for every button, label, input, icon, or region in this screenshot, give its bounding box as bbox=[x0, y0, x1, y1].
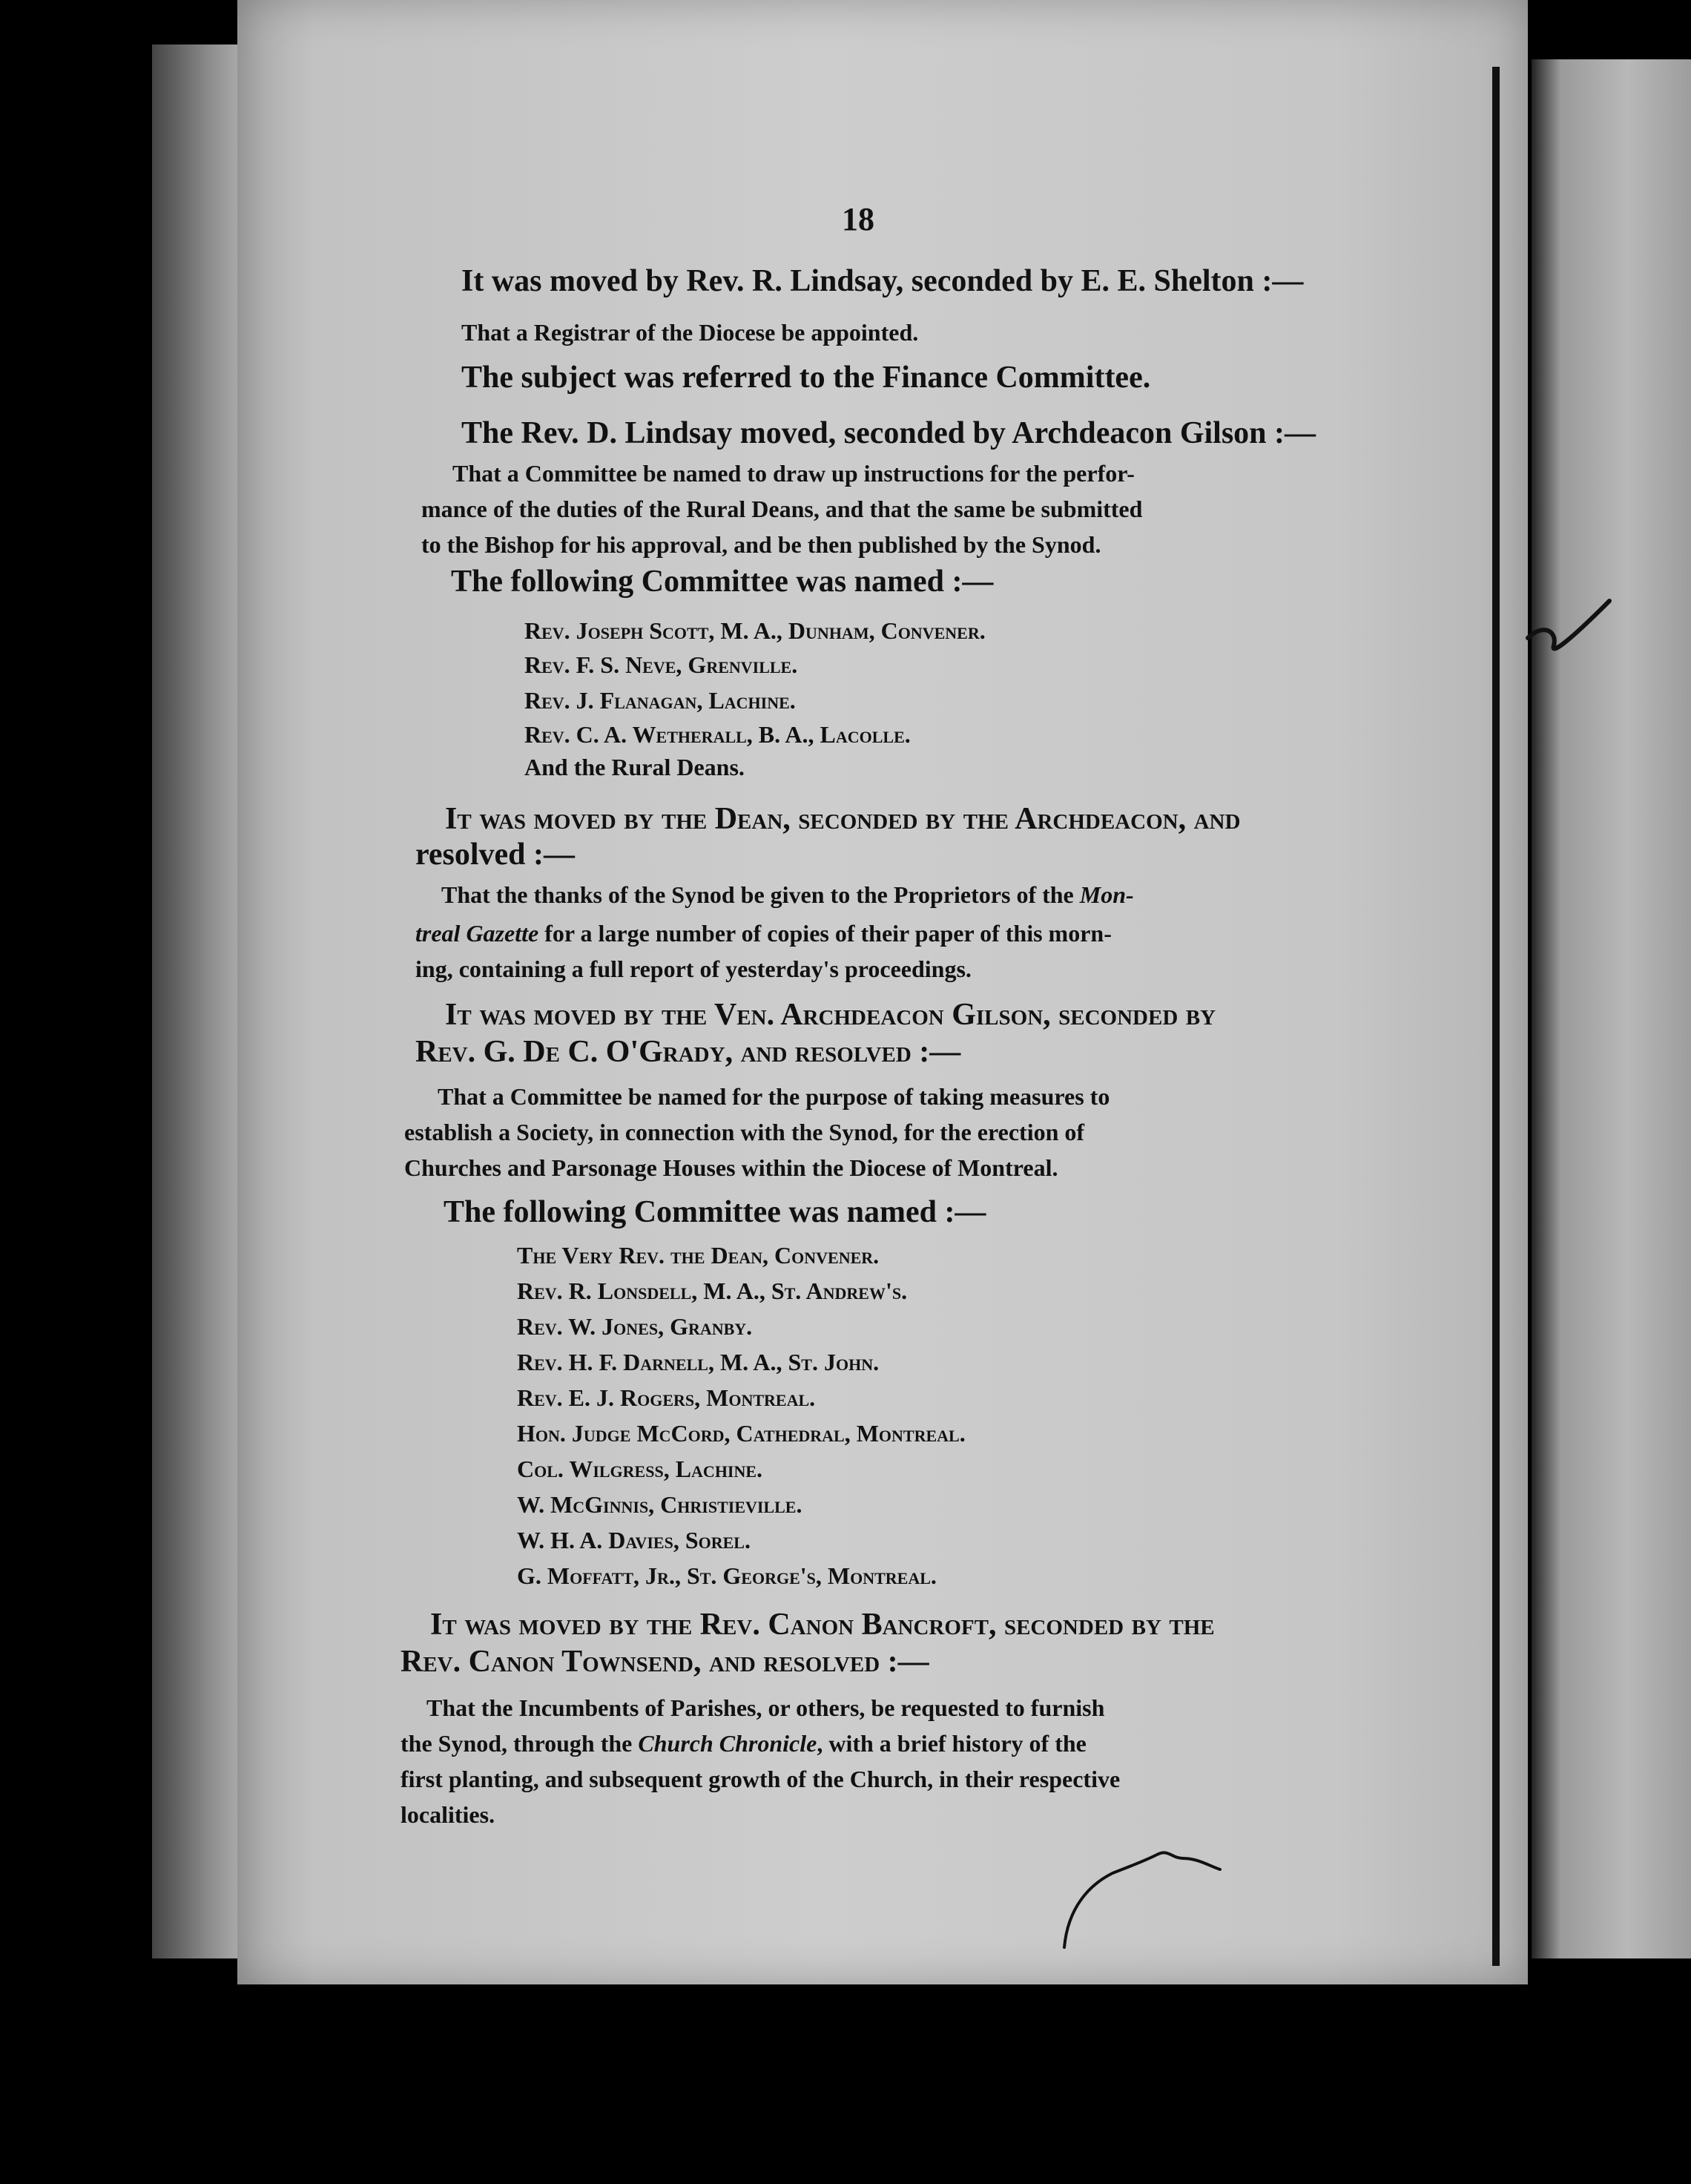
committee-member: Rev. J. Flanagan, Lachine. bbox=[524, 687, 796, 714]
motion-line: Rev. Canon Townsend, and resolved :— bbox=[400, 1645, 929, 1679]
newspaper-title: Church Chronicle bbox=[638, 1730, 817, 1757]
newspaper-title: Mon- bbox=[1079, 881, 1134, 908]
resolution-line bbox=[400, 1730, 1087, 1757]
resolution-line: localities. bbox=[400, 1801, 495, 1828]
resolution-line: establish a Society, in connection with the Synod, for the erection of bbox=[404, 1119, 1085, 1145]
resolution-line: to the Bishop for his approval, and be then published by the Synod. bbox=[421, 531, 1101, 558]
resolution-text: for a large number of copies of their paper of this morn- bbox=[538, 920, 1112, 947]
resolution-line: That a Committee be named for the purpose of taking measures to bbox=[438, 1083, 1110, 1110]
committee-member: Rev. H. F. Darnell, M. A., St. John. bbox=[517, 1349, 880, 1375]
paragraph-line: The subject was referred to the Finance Committee. bbox=[461, 361, 1151, 395]
committee-member: Rev. E. J. Rogers, Montreal. bbox=[517, 1384, 816, 1411]
resolution-text: , with a brief history of the bbox=[817, 1730, 1087, 1757]
page-number: 18 bbox=[842, 201, 874, 237]
resolution-line: That a Registrar of the Diocese be appointed. bbox=[461, 319, 919, 346]
motion-line: Rev. G. De C. O'Grady, and resolved :— bbox=[415, 1035, 961, 1069]
resolution-line: ing, containing a full report of yesterday's proceedings. bbox=[415, 956, 972, 982]
adjacent-page-edge bbox=[1532, 59, 1691, 1958]
motion-line: It was moved by Rev. R. Lindsay, seconded by E. E. Shelton :— bbox=[461, 264, 1304, 298]
resolution-line: That the Incumbents of Parishes, or others, be requested to furnish bbox=[426, 1694, 1105, 1721]
committee-member: The Very Rev. the Dean, Convener. bbox=[517, 1242, 880, 1269]
resolution-line bbox=[441, 881, 1134, 909]
committee-member: Rev. W. Jones, Granby. bbox=[517, 1313, 753, 1340]
book-spine bbox=[1492, 67, 1500, 1966]
resolution-line: first planting, and subsequent growth of the Church, in their respective bbox=[400, 1766, 1121, 1792]
committee-member: Hon. Judge McCord, Cathedral, Montreal. bbox=[517, 1420, 966, 1447]
newspaper-title: treal Gazette bbox=[415, 920, 539, 947]
resolution-line: Churches and Parsonage Houses within the Diocese of Montreal. bbox=[404, 1154, 1058, 1181]
committee-member: Rev. F. S. Neve, Grenville. bbox=[524, 651, 798, 678]
committee-heading: The following Committee was named :— bbox=[451, 565, 994, 599]
committee-member: Col. Wilgress, Lachine. bbox=[517, 1456, 763, 1482]
resolution-text: That the thanks of the Synod be given to the Proprietors of the bbox=[441, 881, 1080, 908]
resolution-line: mance of the duties of the Rural Deans, and that the same be submitted bbox=[421, 496, 1143, 522]
committee-member: W. H. A. Davies, Sorel. bbox=[517, 1527, 751, 1553]
motion-line: It was moved by the Dean, seconded by the Archdeacon, and bbox=[445, 802, 1241, 836]
resolution-line bbox=[415, 920, 1112, 947]
motion-line: resolved :— bbox=[415, 838, 576, 872]
motion-line: The Rev. D. Lindsay moved, seconded by Archdeacon Gilson :— bbox=[461, 416, 1316, 450]
page-left-edge bbox=[152, 45, 245, 1958]
resolution-line: That a Committee be named to draw up instructions for the perfor- bbox=[452, 460, 1135, 487]
resolution-text: the Synod, through the bbox=[400, 1730, 639, 1757]
committee-member: And the Rural Deans. bbox=[524, 754, 745, 780]
committee-member: W. McGinnis, Christieville. bbox=[517, 1491, 802, 1518]
motion-line: It was moved by the Rev. Canon Bancroft, seconded by the bbox=[430, 1608, 1215, 1642]
committee-member: G. Moffatt, Jr., St. George's, Montreal. bbox=[517, 1562, 937, 1589]
committee-member: Rev. C. A. Wetherall, B. A., Lacolle. bbox=[524, 721, 911, 748]
motion-line: It was moved by the Ven. Archdeacon Gilson, seconded by bbox=[445, 998, 1216, 1032]
committee-member: Rev. R. Lonsdell, M. A., St. Andrew's. bbox=[517, 1277, 908, 1304]
committee-member: Rev. Joseph Scott, M. A., Dunham, Convener. bbox=[524, 617, 986, 644]
committee-heading: The following Committee was named :— bbox=[444, 1195, 986, 1229]
